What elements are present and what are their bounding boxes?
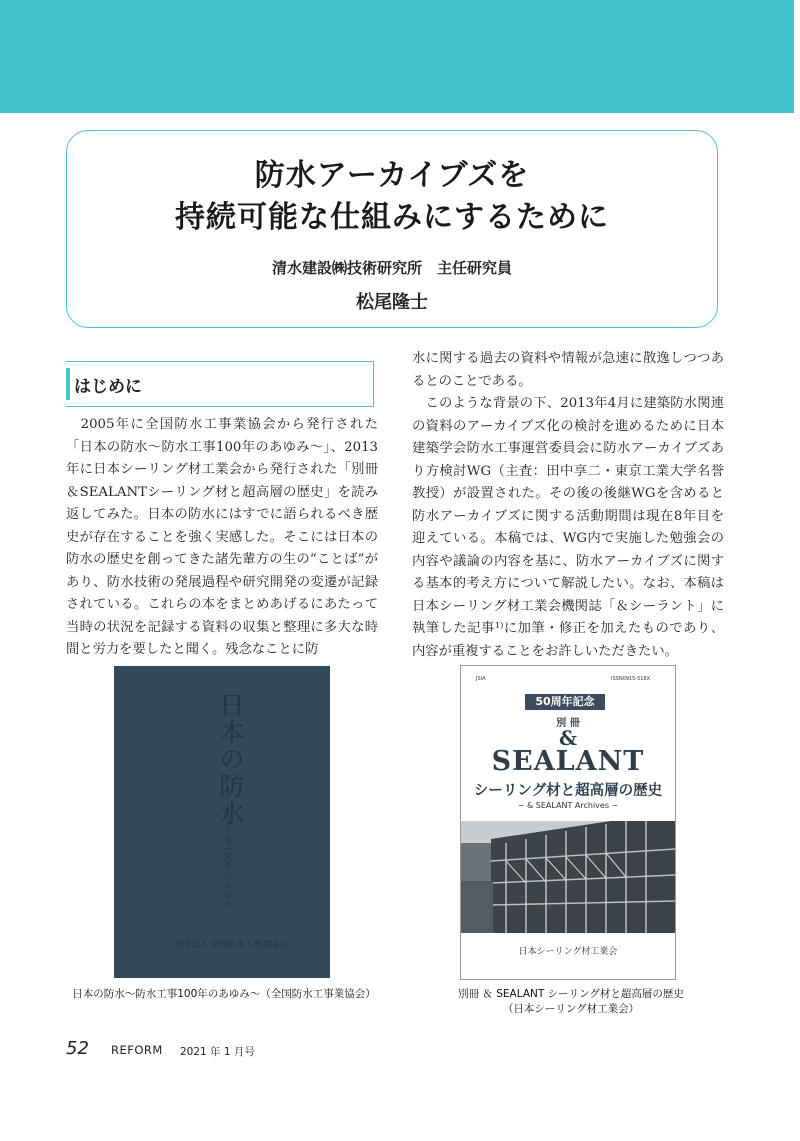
body-column-left [66,414,378,657]
figure-book-cover-right [460,665,676,980]
book-right-subtitle: シーリング材と超高層の歴史 [473,783,663,799]
book-right-sealant: SEALANT [491,746,645,777]
body-right-paragraph-2: このような背景の下、2013年4月に建築防水関連の資料のアーカイブズ化の検討を進めるために日本建築学会防水工事運営委員会に防水アーカイブズあり方検討WG（主査：田中享二・東京工業大学名誉教授）が設置された。その後の後継WGを含めると防水アーカイブズに関する活動期間は現在8年目を迎えている。本稿では、WG内で実施した勉強会の内容や議論の内容を基に、防水アーカイブズに関する基本的考え方について解説したい。なお、本稿は日本シーリング材工業会機関誌「＆シーラント」に執筆した記事¹⁾に加筆・修正を加えたものであり、内容が重複することをお許しいただきたい。 [412,396,724,659]
body-left-text: 2005年に全国防水工事業協会から発行された「日本の防水〜防水工事100年のあゆみ〜」、2013年に日本シーリング材工業会から発行された「別冊＆SEALANTシーリング材と超高層の歴史」を読み返してみた。日本の防水にはすでに語られるべき歴史が存在することを強く実感した。そこには日本の防水の歴史を創ってきた諸先輩方の生の“ことば”があり、防水技術の発展過程や研究開発の変遷が記録されている。これらの本をまとめあげるにあたって当時の状況を記録する資料の収集と整理に多大な時間と労力を要したと聞く。残念なことに防 [66,417,378,657]
book-right-anniversary-ribbon: 50周年記念 [525,694,605,710]
book-right-ampersand: & [558,726,578,750]
body-right-paragraph-1: 水に関する過去の資料や情報が急速に散逸しつつあるとのことである。 [412,351,724,389]
book-right-bessatsu: 別 冊 [556,718,580,729]
issue-date: 2021 年 1 月号 [180,1046,255,1058]
book-right-archives: − & SEALANT Archives − [517,801,619,810]
book-left-publisher: 社団法人 全国防水工事業協会 [174,940,288,950]
article-title-line2: 持続可能な仕組みにするために [175,200,609,235]
section-heading [66,361,374,407]
author-name: 松尾隆士 [356,292,428,313]
book-left-title: 日本の防水 [216,692,245,827]
magazine-name: REFORM [111,1043,163,1057]
book-left-subtitle: 〜防水工事100年のあゆみ〜 [222,801,232,918]
title-box [66,130,718,328]
figure-caption-right-line1: 別冊 ＆ SEALANT シーリング材と超高層の歴史 [458,988,684,1000]
section-accent-bar [66,368,70,400]
book-right-issn: ISSN0915-518X [611,676,651,682]
book-right-publisher: 日本シーリング材工業会 [518,947,618,957]
figure-caption-right [436,987,706,1017]
figure-book-cover-left [114,666,330,978]
figure-caption-right-line2: （日本シーリング材工業会） [502,1003,640,1015]
author-affiliation: 清水建設㈱技術研究所 主任研究員 [271,259,512,277]
book-right-building-photo [461,821,675,933]
article-title-line1: 防水アーカイブズを [254,158,530,193]
section-heading-label: はじめに [74,377,142,397]
figure-caption-left: 日本の防水〜防水工事100年のあゆみ〜（全国防水工事業協会） [72,988,376,1000]
page-number: 52 [66,1038,89,1059]
body-column-right [412,348,724,659]
book-right-jsia: JSIA [476,676,486,682]
header-band [0,0,794,113]
